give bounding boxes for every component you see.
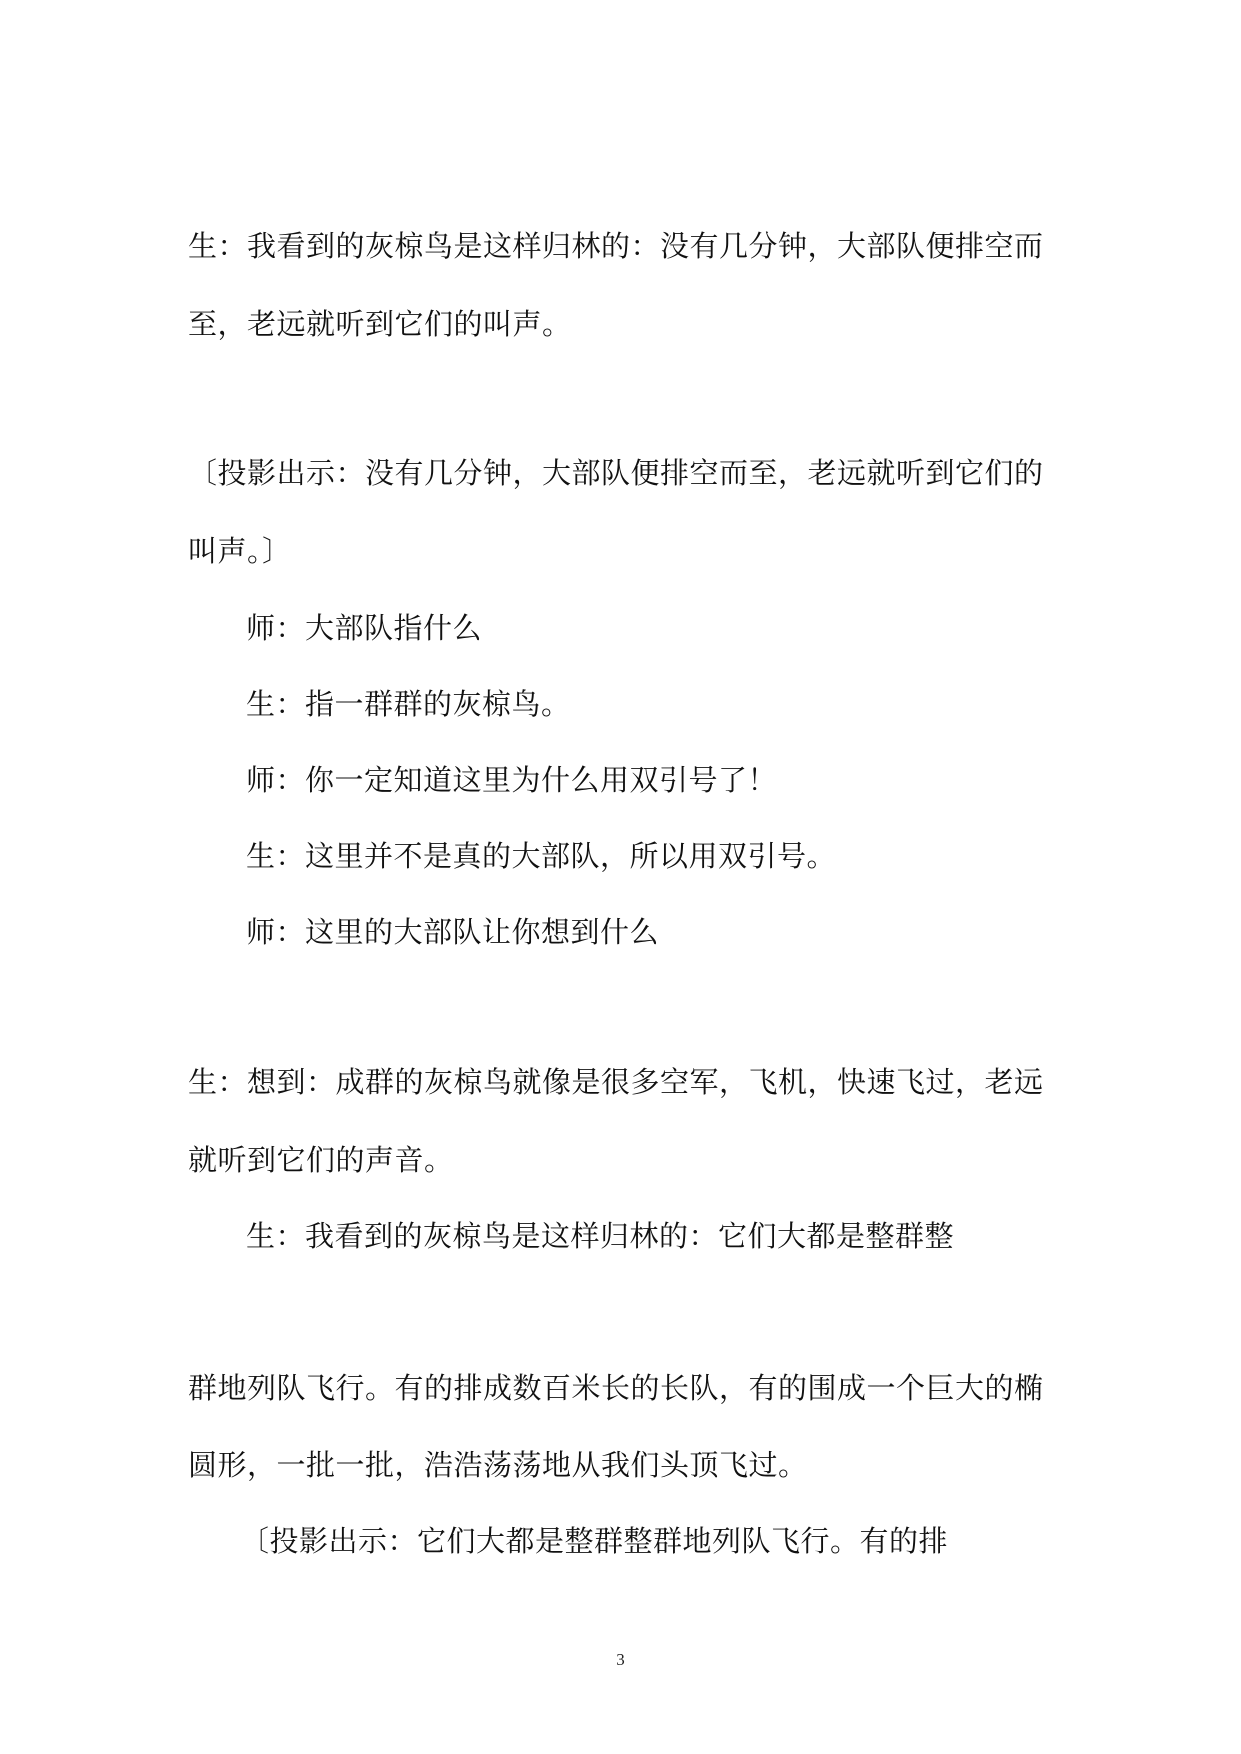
text-line: 〔投影出示：没有几分钟，大部队便排空而至，老远就听到它们的 xyxy=(188,456,1044,490)
text-line: 就听到它们的声音。 xyxy=(188,1143,454,1177)
text-line: 至，老远就听到它们的叫声。 xyxy=(188,307,572,341)
text-line: 师：大部队指什么 xyxy=(246,611,483,645)
page-number: 3 xyxy=(616,1650,625,1669)
text-line: 叫声。〕 xyxy=(188,534,292,568)
text-line: 〔投影出示：它们大都是整群整群地列队飞行。有的排 xyxy=(240,1524,949,1558)
text-line: 生：指一群群的灰椋鸟。 xyxy=(246,687,571,721)
text-line: 师：这里的大部队让你想到什么 xyxy=(246,915,660,949)
text-line: 生：我看到的灰椋鸟是这样归林的：它们大都是整群整 xyxy=(246,1219,955,1253)
text-line: 生：我看到的灰椋鸟是这样归林的：没有几分钟，大部队便排空而 xyxy=(188,229,1044,263)
text-line: 师：你一定知道这里为什么用双引号了！ xyxy=(246,763,778,797)
text-line: 群地列队飞行。有的排成数百米长的长队，有的围成一个巨大的椭 xyxy=(188,1371,1044,1405)
text-line: 圆形，一批一批，浩浩荡荡地从我们头顶飞过。 xyxy=(188,1448,808,1482)
text-line: 生：这里并不是真的大部队，所以用双引号。 xyxy=(246,839,837,873)
text-line: 生：想到：成群的灰椋鸟就像是很多空军，飞机，快速飞过，老远 xyxy=(188,1065,1044,1099)
